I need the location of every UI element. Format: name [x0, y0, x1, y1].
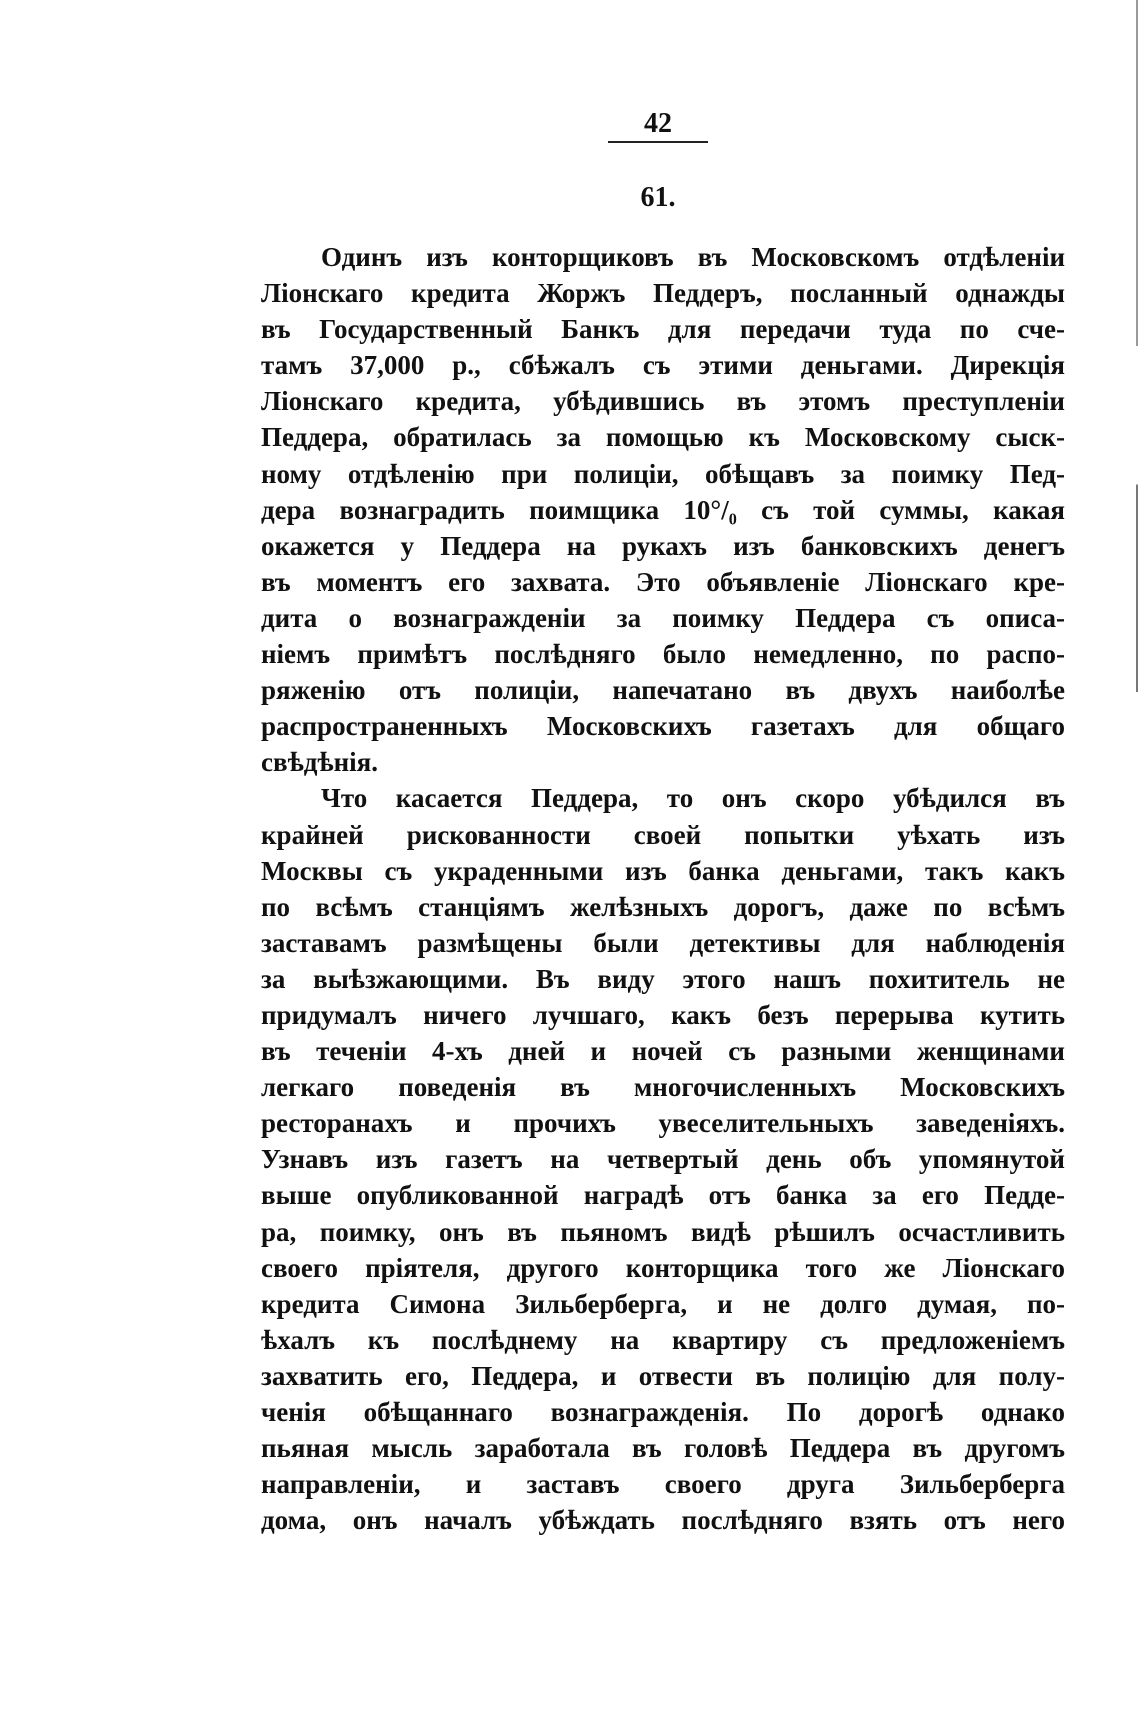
- page-number: 42: [644, 108, 672, 139]
- text-line: Узнавъ изъ газетъ на четвертый день объ упомянутой: [261, 1144, 1065, 1175]
- text-line: ряженію отъ полиціи, напечатано въ двухъ наиболѣе: [261, 675, 1065, 706]
- text-line: въ Государственный Банкъ для передачи туда по сче-: [261, 314, 1065, 345]
- text-line: захватить его, Педдера, и отвести въ полицію для полу-: [261, 1360, 1065, 1391]
- text-line: выше опубликованной наградѣ отъ банка за его Педде-: [261, 1180, 1065, 1211]
- text-line: тамъ 37,000 р., сбѣжалъ съ этими деньгами. Дирекція: [261, 350, 1065, 381]
- body-text: [261, 239, 1065, 1538]
- text-line: заставамъ размѣщены были детективы для наблюденія: [261, 927, 1065, 958]
- text-line: легкаго поведенія въ многочисленныхъ Московскихъ: [261, 1072, 1065, 1103]
- scan-edge-line: [1136, 0, 1138, 1730]
- text-line: ѣхалъ къ послѣднему на квартиру съ предложеніемъ: [261, 1324, 1065, 1355]
- text-line: кредита Симона Зильберберга, и не долго думая, по-: [261, 1288, 1065, 1319]
- text-line: дома, онъ началъ убѣждать послѣдняго взять отъ него: [261, 1505, 1065, 1536]
- text-line: по всѣмъ станціямъ желѣзныхъ дорогъ, даже по всѣмъ: [261, 891, 1065, 922]
- text-line: Что касается Педдера, то онъ скоро убѣдился въ: [321, 783, 1065, 814]
- text-line: Москвы съ украденными изъ банка деньгами, такъ какъ: [261, 855, 1065, 886]
- text-line: дера вознаградить поимщика 10°/₀ съ той суммы, какая: [261, 494, 1065, 525]
- text-line: своего пріятеля, другого конторщика того же Ліонскаго: [261, 1252, 1065, 1283]
- text-line: Ліонскаго кредита Жоржъ Педдеръ, посланный однажды: [261, 278, 1065, 309]
- text-line: за выѣзжающими. Въ виду этого нашъ похититель не: [261, 963, 1065, 994]
- text-line: Педдера, обратилась за помощью къ Московскому сыск-: [261, 422, 1065, 453]
- text-line: Ліонскаго кредита, убѣдившись въ этомъ преступленіи: [261, 386, 1065, 417]
- text-line: въ теченіи 4-хъ дней и ночей съ разными женщинами: [261, 1036, 1065, 1067]
- text-line: ніемъ примѣтъ послѣдняго было немедленно, по распо-: [261, 639, 1065, 670]
- text-line: ному отдѣленію при полиціи, обѣщавъ за поимку Пед-: [261, 458, 1065, 489]
- text-line: ресторанахъ и прочихъ увеселительныхъ заведеніяхъ.: [261, 1108, 1065, 1139]
- text-line: пьяная мысль заработала въ головѣ Педдера въ другомъ: [261, 1433, 1065, 1464]
- text-line: Одинъ изъ конторщиковъ въ Московскомъ отдѣленіи: [321, 242, 1065, 272]
- text-line: распространенныхъ Московскихъ газетахъ для общаго: [261, 711, 1065, 742]
- text-line: окажется у Педдера на рукахъ изъ банковскихъ денегъ: [261, 530, 1065, 561]
- text-line: ра, поимку, онъ въ пьяномъ видѣ рѣшилъ осчастливить: [261, 1216, 1065, 1247]
- text-line: придумалъ ничего лучшаго, какъ безъ перерыва кутить: [261, 999, 1065, 1030]
- text-line: свѣдѣнія.: [261, 747, 379, 778]
- text-line: ченія обѣщаннаго вознагражденія. По дорогѣ однако: [261, 1397, 1065, 1427]
- text-line: въ моментъ его захвата. Это объявленіе Ліонскаго кре-: [261, 566, 1065, 597]
- section-number: 61.: [640, 182, 676, 213]
- text-line: крайней рискованности своей попытки уѣхать изъ: [261, 819, 1065, 850]
- text-line: дита о вознагражденіи за поимку Педдера съ описа-: [261, 602, 1065, 633]
- text-line: направленіи, и заставъ своего друга Зильберберга: [261, 1469, 1065, 1500]
- page-number-rule: [608, 141, 708, 143]
